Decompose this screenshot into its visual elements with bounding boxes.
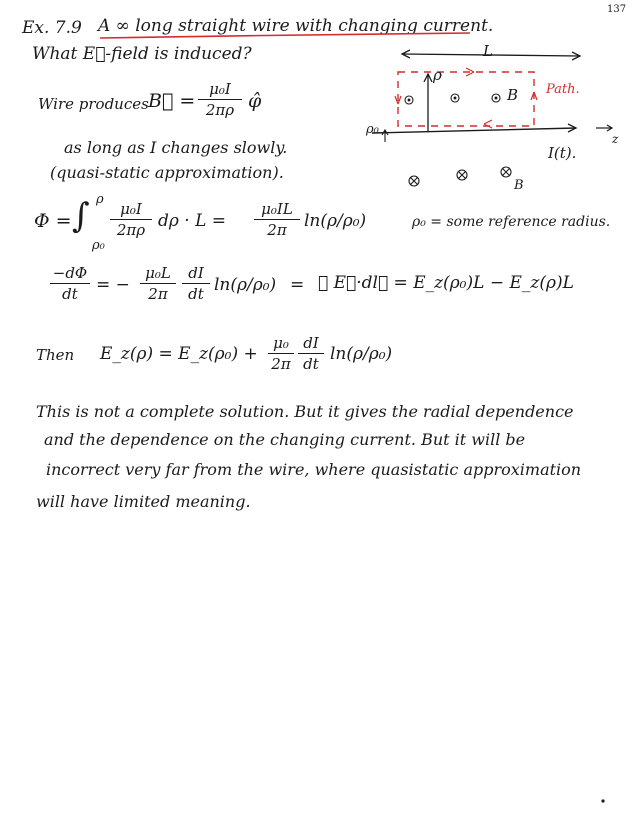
stray-dot: [601, 799, 604, 802]
result-den-2: dt: [303, 355, 319, 373]
integral-lower-limit: ρ₀: [92, 238, 105, 253]
flux-log: ln(ρ/ρ₀): [304, 211, 367, 231]
conclusion-line-3: incorrect very far from the wire, where quasistatic approximation: [46, 460, 582, 479]
integral-sign: ∫: [72, 196, 90, 236]
result-num-2: dI: [303, 334, 319, 352]
rho-label: ρ: [433, 66, 442, 84]
example-title: A ∞ long straight wire with changing current.: [98, 16, 494, 36]
b-bottom-label: B: [514, 178, 524, 193]
b-field-in-symbols: [409, 167, 511, 186]
reference-radius-note: ρ₀ = some reference radius.: [412, 214, 611, 230]
b-field-lhs: B⃗ =: [148, 90, 196, 112]
page-number: 137: [607, 4, 627, 15]
emf-den-2: dt: [188, 285, 204, 303]
title-underline: [100, 33, 470, 38]
rho0-label: ρ₀: [366, 122, 379, 137]
question-text: What E⃗-field is induced?: [32, 44, 252, 64]
result-log: ln(ρ/ρ₀): [330, 344, 393, 364]
b-field-denominator: 2πρ: [205, 101, 235, 119]
path-arrow-bottom: [484, 120, 492, 128]
result-lhs: E_z(ρ) = E_z(ρ₀) +: [100, 344, 258, 364]
emf-num-2: dI: [188, 264, 204, 282]
flux-num-2: μ₀IL: [261, 200, 293, 218]
b-field-numerator: μ₀I: [209, 80, 231, 98]
emf-log: ln(ρ/ρ₀): [214, 275, 277, 295]
integral-upper-limit: ρ: [96, 192, 104, 207]
b-field-out-symbols: [405, 94, 500, 104]
condition-line-2: (quasi-static approximation).: [50, 163, 284, 182]
emf-lhs-num: −dΦ: [52, 264, 88, 282]
loop-integral: ∮ E⃗·dl⃗ = E_z(ρ₀)L − E_z(ρ)L: [318, 273, 574, 293]
emf-eq-2: =: [290, 275, 305, 295]
condition-line-1: as long as I changes slowly.: [64, 138, 288, 157]
flux-den-1: 2πρ: [116, 221, 146, 239]
emf-num-1: μ₀L: [145, 264, 171, 282]
emf-den-1: 2π: [148, 285, 168, 303]
flux-lhs: Φ =: [34, 210, 72, 232]
current-label: I(t).: [548, 144, 577, 162]
result-den-1: 2π: [271, 355, 291, 373]
flux-den-2: 2π: [267, 221, 287, 239]
example-number: Ex. 7.9: [22, 18, 82, 38]
then-label: Then: [36, 346, 75, 364]
wire-line: [372, 128, 576, 133]
emf-eq-1: = −: [96, 275, 130, 295]
emf-lhs-den: dt: [62, 285, 78, 303]
b-field-intro: Wire produces: [38, 95, 149, 113]
flux-num-1: μ₀I: [120, 200, 142, 218]
result-num-1: μ₀: [273, 334, 289, 352]
path-label: Path.: [546, 82, 580, 97]
phi-hat-unit: φ̂: [248, 90, 262, 112]
conclusion-line-4: will have limited meaning.: [36, 492, 251, 511]
conclusion-line-2: and the dependence on the changing current. But it will be: [44, 430, 526, 449]
length-label: L: [483, 42, 493, 60]
conclusion-line-1: This is not a complete solution. But it gives the radial dependence: [36, 402, 574, 421]
z-label: z: [612, 132, 619, 146]
flux-middle: dρ · L =: [158, 211, 227, 231]
b-label: B: [507, 86, 519, 104]
